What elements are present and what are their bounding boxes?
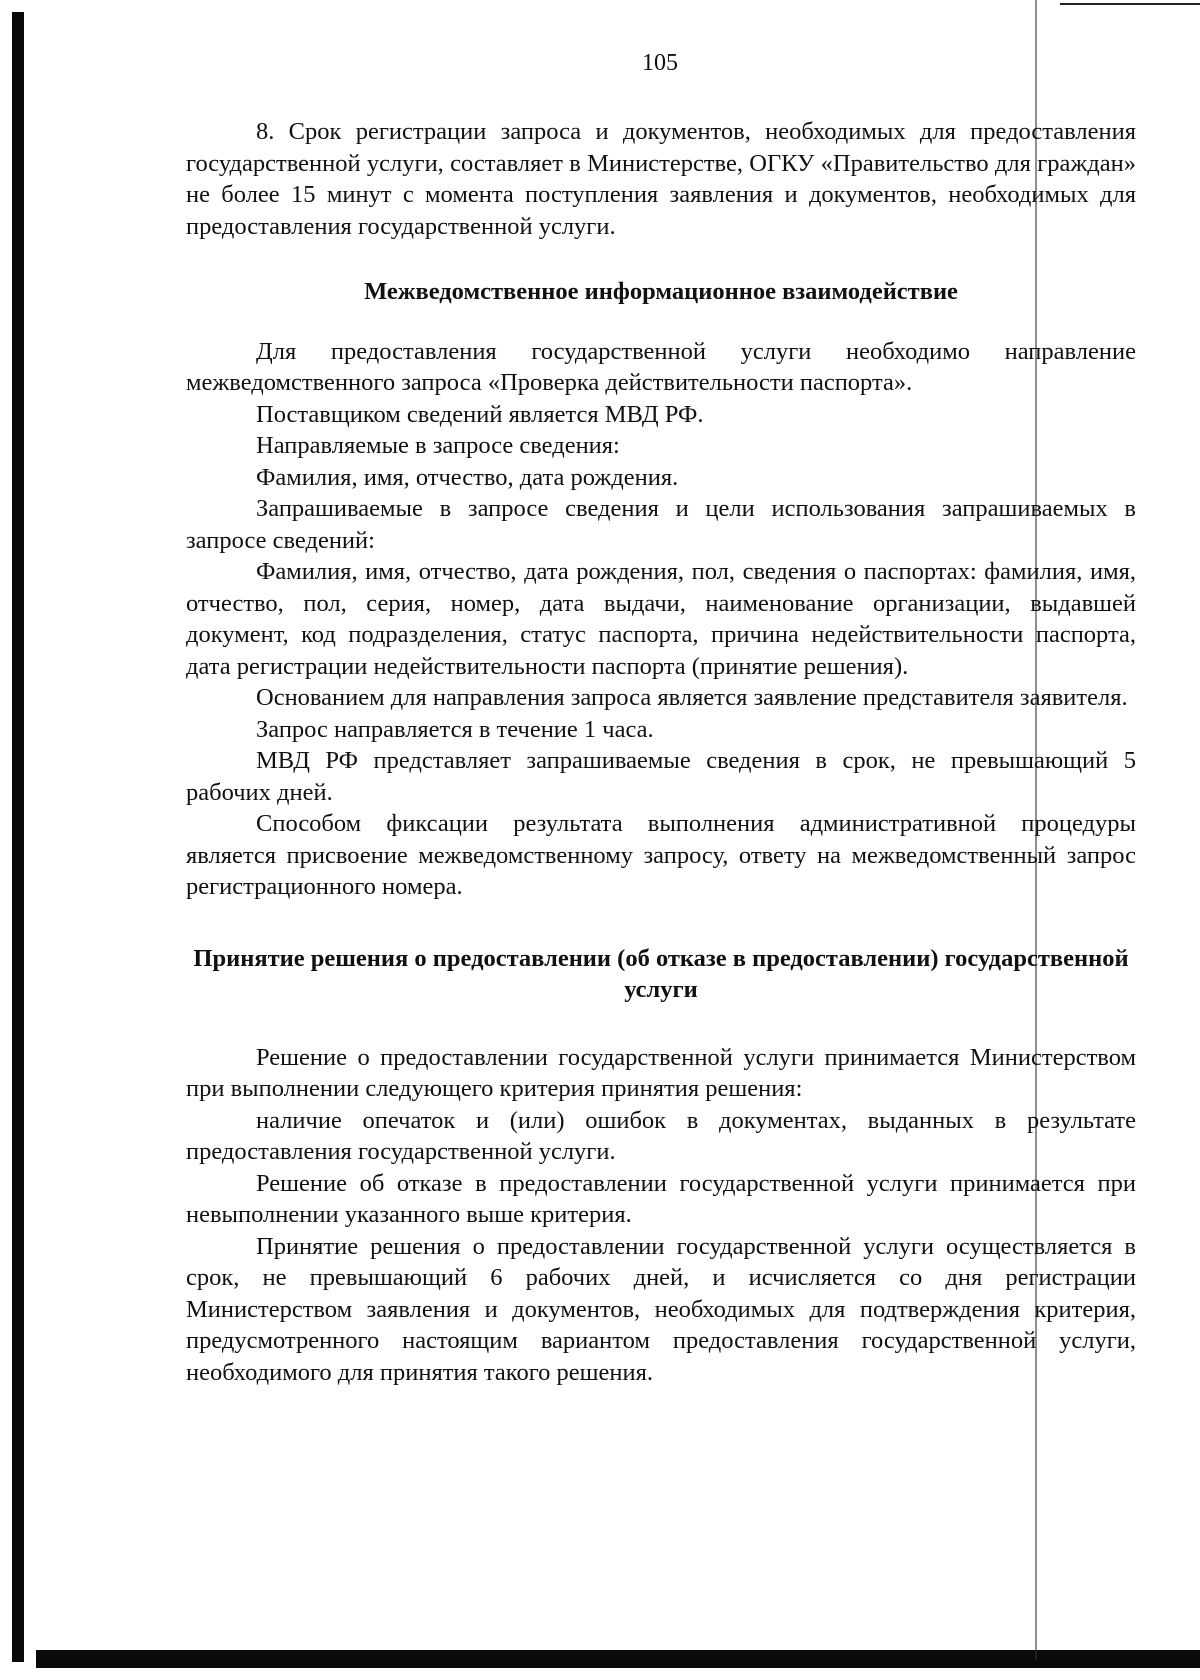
scan-corner-line: [1060, 3, 1200, 5]
paragraph-response-term: МВД РФ представляет запрашиваемые сведения в срок, не превышающий 5 рабочих дней.: [186, 747, 1136, 806]
document-body: [186, 116, 1136, 1388]
paragraph-request-basis: Основанием для направления запроса является заявление представителя заявителя.: [256, 684, 1128, 711]
heading-decision-making: Принятие решения о предоставлении (об отказе в предоставлении) государственной услуги: [193, 944, 1129, 1003]
paragraph-registration-term: 8. Срок регистрации запроса и документов, необходимых для предоставления государственной услуги, составляет в Министерстве, ОГКУ «Правительство для граждан» не более 15 минут с момента поступления заявления и документов, необходимых для предоставления государственной услуги.: [186, 118, 1136, 240]
paragraph-sent-data-label: Направляемые в запросе сведения:: [256, 432, 620, 459]
paragraph-decision-criterion: Решение о предоставлении государственной услуги принимается Министерством при выполнении следующего критерия принятия решения:: [186, 1043, 1136, 1102]
paragraph-decision-term: Принятие решения о предоставлении государственной услуги осуществляется в срок, не превышающий 6 рабочих дней, и исчисляется со дня регистрации Министерством заявления и документов, необходимых для подтверждения критерия, предусмотренного настоящим вариантом предоставления государственной услуги, необходимого для принятия такого решения.: [186, 1232, 1136, 1386]
page-number: 105: [642, 50, 678, 76]
paragraph-requested-data-label: Запрашиваемые в запросе сведения и цели использования запрашиваемых в запросе сведений:: [186, 495, 1136, 554]
paragraph-criterion-typos: наличие опечаток и (или) ошибок в документах, выданных в результате предоставления государственной услуги.: [186, 1106, 1136, 1165]
scan-edge-bottom: [36, 1650, 1200, 1668]
paragraph-interagency-request: Для предоставления государственной услуги необходимо направление межведомственного запроса «Проверка действительности паспорта».: [186, 337, 1136, 396]
scan-edge-left: [12, 12, 24, 1662]
paragraph-request-timing: Запрос направляется в течение 1 часа.: [256, 715, 654, 743]
heading-interagency-interaction: Межведомственное информационное взаимодействие: [364, 278, 958, 305]
paragraph-provider: Поставщиком сведений является МВД РФ.: [256, 400, 704, 428]
paragraph-sent-data: Фамилия, имя, отчество, дата рождения.: [256, 463, 679, 491]
paragraph-refusal-decision: Решение об отказе в предоставлении государственной услуги принимается при невыполнении указанного выше критерия.: [186, 1169, 1136, 1228]
paragraph-fixation-method: Способом фиксации результата выполнения административной процедуры является присвоение межведомственному запросу, ответу на межведомственный запрос регистрационного номера.: [186, 810, 1136, 900]
paragraph-requested-data: Фамилия, имя, отчество, дата рождения, пол, сведения о паспортах: фамилия, имя, отчество, пол, серия, номер, дата выдачи, наименование организации, выдавшей документ, код подразделения, статус паспорта, причина недействительности паспорта, дата регистрации недействительности паспорта (принятие решения).: [186, 558, 1136, 680]
